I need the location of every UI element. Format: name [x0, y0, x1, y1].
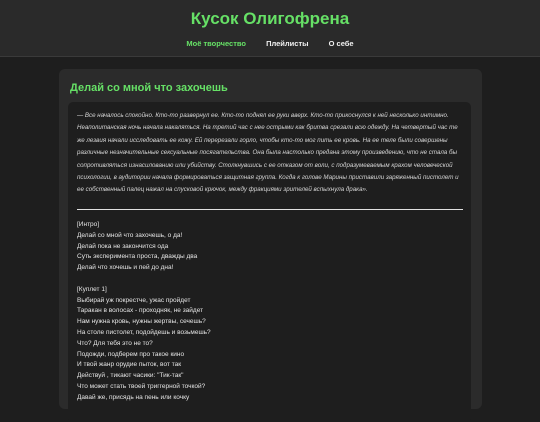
nav-playlists[interactable]: Плейлисты — [266, 39, 309, 48]
lyrics-gap — [77, 274, 463, 285]
article-card — [59, 69, 482, 409]
article-intro: — Все началось спокойно. Кто-то развернул ее. Кто-то поднял ее руки вверх. Кто-то прикоснулся к ней несколько интимно. Неаполитанская ночь начала накаляться. На третий час с нее острыми как бритва срезали всю одежду. На четвертый час те же лезвия начали исследовать ее кожу. Ей перерезали горло, чтобы кто-то мог пить ее кровь. На ее теле были совершены различные незначительные сексуальные посягательства. Она была настолько предана этому произведению, что не стала бы сопротивляться изнасилованию или убийству. Столкнувшись с ее отказом от воли, с подразумеваемым крахом человеческой психологии, в аудитории начала формироваться защитная группа. Когда к голове Марины приставили заряженный пистолет и ее собственный палец нажал на спусковой крючок, между фракциями зрителей вспыхнула драка». — [77, 112, 459, 194]
divider — [77, 209, 463, 210]
lyrics-line: Что может стать твоей триггерной точкой? — [77, 382, 206, 390]
lyrics-line: Нам нужна кровь, нужны жертвы, сечешь? — [77, 318, 206, 326]
lyrics-line: И твой жанр орудие пыток, вот так — [77, 361, 182, 369]
lyrics-line: Что? Для тебя это не то? — [77, 339, 153, 347]
lyrics-line: [Интро] — [77, 221, 100, 228]
site-title[interactable]: Кусок Олигофрена — [190, 9, 350, 28]
site-header — [0, 0, 540, 57]
main-nav — [0, 39, 540, 48]
lyrics-line: Суть эксперимента проста, дважды два — [77, 253, 198, 261]
lyrics-line: Таракан в волосах - проходняк, не зайдет — [77, 307, 204, 315]
lyrics-line: Делай пока не закончится ода — [77, 242, 169, 250]
lyrics-block — [77, 220, 463, 404]
lyrics-line: Делай со мной что захочешь, о да! — [77, 231, 183, 239]
lyrics-line: Давай же, присядь на пень или кочку — [77, 393, 190, 401]
nav-about[interactable]: О себе — [328, 39, 354, 48]
lyrics-line: Действуй , тикают часики: "Тик-так" — [77, 372, 184, 380]
nav-my-works[interactable]: Моё творчество — [186, 39, 246, 48]
lyrics-line: Выбирай уж покрестче, ужас пройдет — [77, 296, 191, 304]
article-title: Делай со мной что захочешь — [70, 82, 228, 94]
article-body[interactable] — [68, 102, 471, 422]
lyrics-line: [Куплет 1] — [77, 285, 107, 293]
lyrics-line: Делай что хочешь и пей до дна! — [77, 264, 174, 272]
lyrics-line: Подожди, подберем про такое кино — [77, 350, 185, 358]
lyrics-line: На столе пистолет, подойдешь и возьмешь? — [77, 328, 211, 336]
